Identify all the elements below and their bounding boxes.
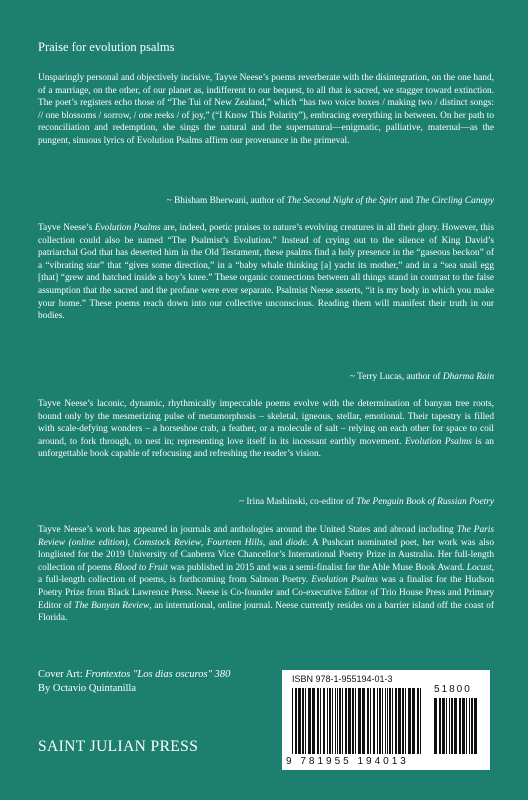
blurb-bherwani: Unsparingly personal and objectively incisive, Tayve Neese’s poems reverberate with the disintegration, on the one hand, of a marriage, on the other, of our planet as, indifferent to our bequest, to all that is sacred, we stagger toward extinction. The poet’s registers echo those of “The Tui of New Zealand,” which “has two voice boxes / making two / distinct songs: // one blossoms / sorrow, / one reeks / of joy,” (“I Know This Polarity”), embracing everything in between. On her path to reconciliation and redemption, she sings the natural and the supernatural—enigmatic, palliative, maternal—as the pungent, sinuous lyrics of Evolution Psalms affirm our provenance in the primeval. xyxy=(38,73,494,146)
barcode-bar xyxy=(420,688,421,754)
barcode-bars xyxy=(292,688,426,754)
barcode-bar xyxy=(387,688,388,754)
blurb-mashinski: Tayve Neese’s laconic, dynamic, rhythmically impeccable poems evolve with the determination of banyan tree roots, bound only by the mesmerizing pulse of metamorphosis – skeletal, igneous, stellar, emotional. Their tapestry is filled with scale-defying wonders – a horseshoe crab, a feather, or a molecule of salt – relying on each other for space to coil around, to fork through, to nest in; representing love itself in its incessant earthly movement. Evolution Psalms is an unforgettable book capable of refocusing and refreshing the reader’s vision. xyxy=(38,399,494,460)
barcode-bar xyxy=(335,688,336,754)
barcode-bar xyxy=(298,688,301,754)
barcode-bar xyxy=(305,688,306,754)
barcode-bar xyxy=(392,688,393,754)
addon-barcode-bars xyxy=(434,698,482,754)
barcode-bar xyxy=(402,688,404,754)
author-bio: Tayve Neese’s work has appeared in journals and anthologies around the United States and abroad including The Paris Review (online edition), Comstock Review, Fourteen Hills, and diode. A Pushcart nominated poet, her work was also longlisted for the 2019 University of Canberra Vice Chancellor’s International Poetry Prize in Australia. Her full-length collection of poems Blood to Fruit was published in 2015 and was a semi-finalist for the Able Muse Book Award. Locust, a full-length collection of poems, is forthcoming from Salmon Poetry. Evolution Psalms was a finalist for the Hudson Poetry Prize from Black Lawrence Press. Neese is Co-founder and Co-executive Editor of Trio House Press and Primary Editor of The Banyan Review, an international, online journal. Neese currently resides on a barrier island off the coast of Florida. xyxy=(38,525,495,624)
barcode-bar xyxy=(377,688,378,754)
barcode-bar xyxy=(385,688,386,754)
cover-art-credit: Cover Art: Frontextos "Los dias oscuros" 380 By Octavio Quintanilla xyxy=(38,669,231,694)
barcode-bar xyxy=(379,688,381,754)
attribution-mashinski: ~ Irina Mashinski, co-editor of The Penguin Book of Russian Poetry xyxy=(239,497,494,507)
barcode-bar xyxy=(308,688,311,754)
attribution-lucas: ~ Terry Lucas, author of Dharma Rain xyxy=(349,372,494,382)
barcode-bar xyxy=(446,698,447,754)
blurb-lucas: Tayve Neese’s Evolution Psalms are, indeed, poetic praises to nature’s evolving creatures in all their glory. However, this collection could also be named “The Psalmist’s Evolution.” Instead of crying out to the silence of King David’s patriarchal God that has deserted him in the Old Testament, these psalms find a holy presence in the “gaseous beckon” of a “vibrating star” that “gives some direction,” in a “baby whale thinking [a] yacht its mother,” and in a “sea snail egg [that] “grew and hatched inside a boy’s knee.” These organic connections between all things stand in contrast to the false assumption that the sacred and the profane were ever separate. Psalmist Neese asserts, “it is my body in which you make your home.” These poems reach down into our collective unconscious. Reading them will manifest their truth in our bodies. xyxy=(38,223,494,322)
barcode-bar xyxy=(469,698,470,754)
barcode-bar xyxy=(382,688,383,754)
barcode-bar xyxy=(398,688,401,754)
barcode-bar xyxy=(466,698,467,754)
barcode-bar xyxy=(412,688,415,754)
barcode-bar xyxy=(358,688,361,754)
isbn-barcode xyxy=(282,670,490,770)
barcode-bar xyxy=(454,698,457,754)
barcode-bar xyxy=(434,698,437,754)
barcode-bar xyxy=(292,688,293,754)
barcode-bar xyxy=(370,688,371,754)
barcode-bar xyxy=(395,688,397,754)
barcode-bar xyxy=(339,688,341,754)
price-code: 51800 xyxy=(434,684,472,695)
barcode-bar xyxy=(320,688,321,754)
attribution-bherwani: ~ Bhisham Bherwani, author of The Second Night of the Spirt and The Circling Canopy xyxy=(166,196,494,206)
barcode-bar xyxy=(367,688,369,754)
barcode-bar xyxy=(417,688,419,754)
book-title: The Circling Canopy xyxy=(415,196,494,206)
barcode-bar xyxy=(327,688,328,754)
barcode-bar xyxy=(342,688,343,754)
isbn-text: ISBN 978-1-955194-01-3 xyxy=(292,674,393,684)
barcode-bar xyxy=(389,688,391,754)
barcode-bar xyxy=(348,688,351,754)
barcode-bar xyxy=(474,698,477,754)
cover-art-title: Frontextos "Los dias oscuros" 380 xyxy=(85,669,231,680)
barcode-bar xyxy=(439,698,441,754)
barcode-bar xyxy=(442,698,445,754)
barcode-bar xyxy=(312,688,315,754)
barcode-bar xyxy=(317,688,319,754)
book-title: Dharma Rain xyxy=(442,372,494,382)
barcode-bar xyxy=(323,688,325,754)
barcode-bar xyxy=(295,688,297,754)
barcode-bar xyxy=(352,688,354,754)
praise-heading: Praise for evolution psalms xyxy=(38,40,175,54)
barcode-bar xyxy=(373,688,375,754)
barcode-bar xyxy=(355,688,356,754)
barcode-bar xyxy=(471,698,473,754)
barcode-bar xyxy=(405,688,406,754)
book-title: The Second Night of the Spirt xyxy=(286,196,398,206)
barcode-bar xyxy=(329,688,331,754)
barcode-bar xyxy=(337,688,338,754)
barcode-bar xyxy=(332,688,333,754)
barcode-bar xyxy=(408,688,411,754)
barcode-bar xyxy=(345,688,347,754)
publisher-name: SAINT JULIAN PRESS xyxy=(38,738,199,755)
barcode-bar xyxy=(302,688,304,754)
barcode-bar xyxy=(451,698,453,754)
book-title: The Penguin Book of Russian Poetry xyxy=(356,497,494,507)
barcode-bar xyxy=(459,698,461,754)
barcode-number: 9 781955 194013 xyxy=(286,756,409,767)
cover-artist: By Octavio Quintanilla xyxy=(38,683,136,694)
barcode-bar xyxy=(362,688,365,754)
barcode-bar xyxy=(462,698,465,754)
barcode-bar xyxy=(449,698,450,754)
